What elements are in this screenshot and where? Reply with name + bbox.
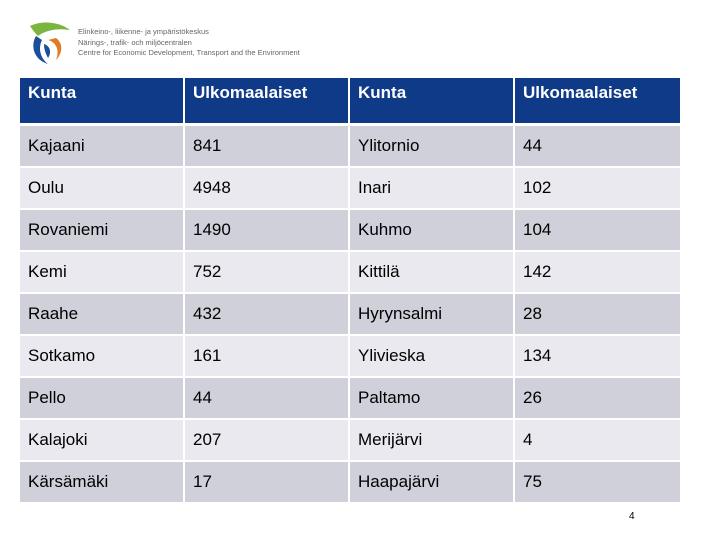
table-cell: Kemi (20, 251, 184, 293)
table-row (20, 125, 680, 168)
table-cell: Ylivieska (349, 335, 514, 377)
table-cell: Oulu (20, 167, 184, 209)
table-row (20, 419, 680, 461)
table-cell: Kittilä (349, 251, 514, 293)
table-row (20, 461, 680, 503)
ely-emblem-icon (26, 20, 74, 68)
table-cell: Hyrynsalmi (349, 293, 514, 335)
table-cell: 207 (184, 419, 349, 461)
table-cell: 28 (514, 293, 680, 335)
table-row (20, 293, 680, 335)
table-cell: 142 (514, 251, 680, 293)
header-kunta-2: Kunta (349, 78, 514, 125)
table-cell: Kuhmo (349, 209, 514, 251)
table-cell: Inari (349, 167, 514, 209)
table-header-row (20, 78, 680, 125)
table-cell: 44 (514, 125, 680, 168)
table-cell: Kalajoki (20, 419, 184, 461)
table-cell: 1490 (184, 209, 349, 251)
table-cell: Paltamo (349, 377, 514, 419)
table-cell: 26 (514, 377, 680, 419)
table-row (20, 251, 680, 293)
table-cell: 17 (184, 461, 349, 503)
logo-line-fi: Elinkeino-, liikenne- ja ympäristökeskus (78, 27, 209, 36)
logo-line-sv: Närings-, trafik- och miljöcentralen (78, 37, 192, 47)
table-cell: 161 (184, 335, 349, 377)
logo-text (78, 27, 300, 59)
table-row (20, 377, 680, 419)
table-cell: Pello (20, 377, 184, 419)
foreigners-by-municipality-table (20, 78, 680, 504)
table-cell: Rovaniemi (20, 209, 184, 251)
table-cell: 4 (514, 419, 680, 461)
table-cell: 841 (184, 125, 349, 168)
table-row (20, 167, 680, 209)
page-number: 4 (629, 511, 635, 522)
header-ulkomaalaiset-2: Ulkomaalaiset (514, 78, 680, 125)
table-row (20, 209, 680, 251)
table-cell: Merijärvi (349, 419, 514, 461)
header-ulkomaalaiset-1: Ulkomaalaiset (184, 78, 349, 125)
table-cell: Haapajärvi (349, 461, 514, 503)
table-cell: 104 (514, 209, 680, 251)
table-cell: 752 (184, 251, 349, 293)
table-cell: Ylitornio (349, 125, 514, 168)
table-cell: 44 (184, 377, 349, 419)
table-cell: Raahe (20, 293, 184, 335)
table-cell: 102 (514, 167, 680, 209)
table-row (20, 335, 680, 377)
table-cell: Kajaani (20, 125, 184, 168)
header-kunta-1: Kunta (20, 78, 184, 125)
table-cell: 4948 (184, 167, 349, 209)
table-cell: 75 (514, 461, 680, 503)
table-cell: Kärsämäki (20, 461, 184, 503)
logo-line-en: Centre for Economic Development, Transport and the Environment (78, 48, 300, 57)
table-cell: Sotkamo (20, 335, 184, 377)
table-cell: 134 (514, 335, 680, 377)
table-cell: 432 (184, 293, 349, 335)
ely-centre-logo (26, 20, 326, 70)
